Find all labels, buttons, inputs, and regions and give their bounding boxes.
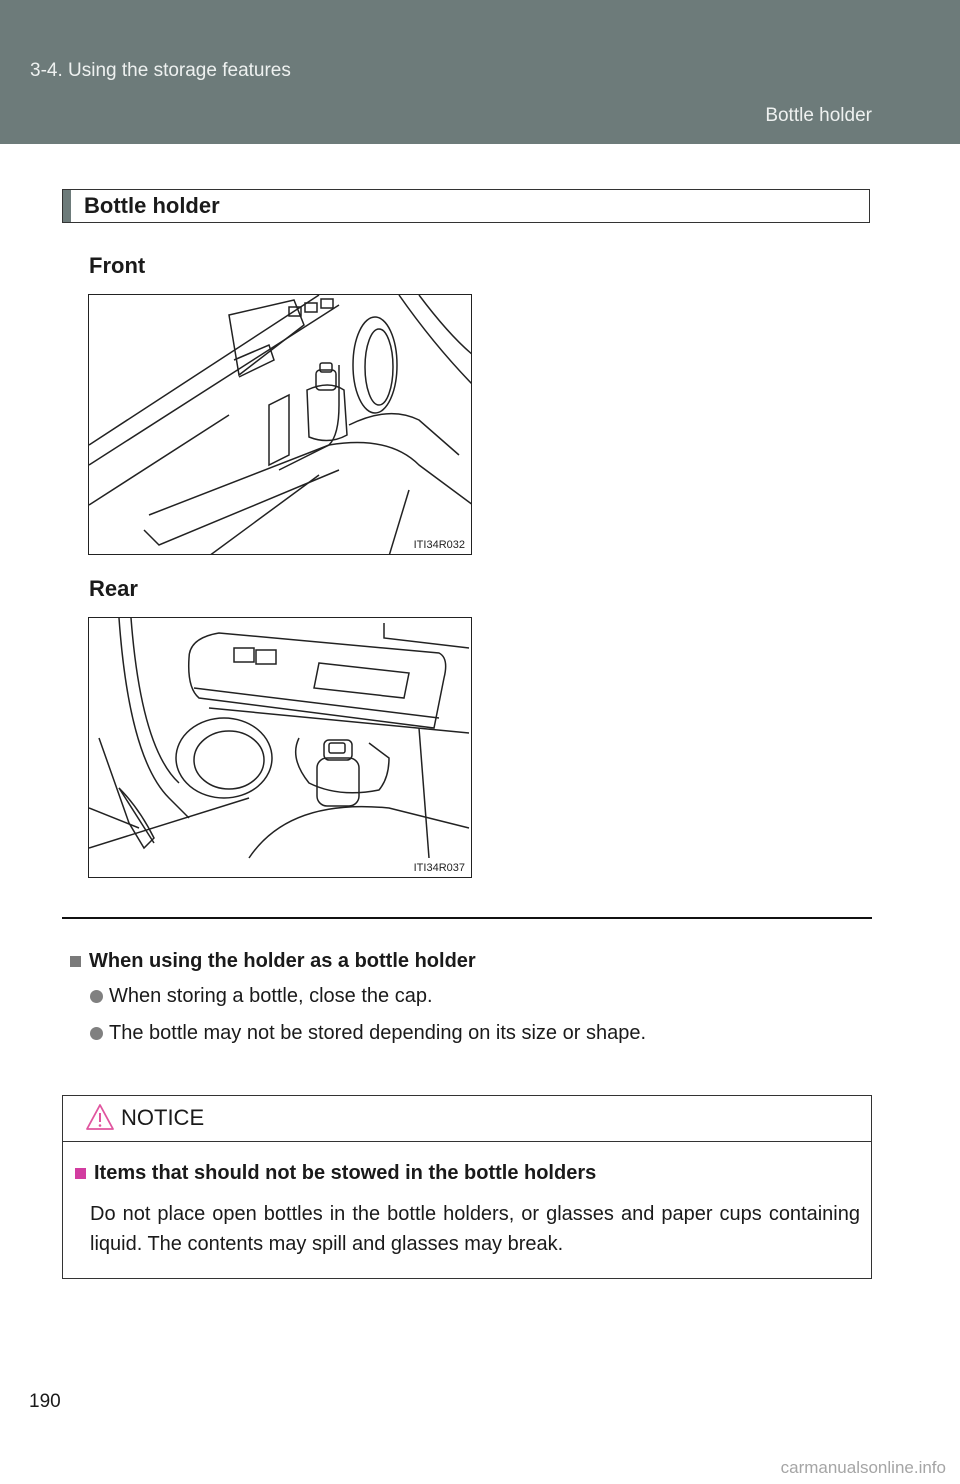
chapter-title: 3-4. Using the storage features: [30, 60, 291, 81]
figure-code-rear: ITI34R037: [413, 862, 465, 874]
section-title-box: [62, 189, 870, 223]
figure-label-front: Front: [89, 253, 146, 278]
warning-triangle-icon: [85, 1102, 115, 1132]
square-bullet-icon: [70, 956, 81, 967]
page-header: [0, 0, 960, 144]
figure-front-illustration: [88, 294, 472, 555]
notice-box: [62, 1095, 872, 1279]
section-divider: [62, 917, 872, 919]
front-bottle-holder-drawing: [89, 295, 472, 555]
note-bullet: [90, 1022, 646, 1045]
section-title: Bottle holder: [84, 193, 220, 218]
note-bullet-text: The bottle may not be stored depending on its size or shape.: [109, 1022, 647, 1044]
notice-header: [63, 1096, 871, 1142]
notice-title: NOTICE: [121, 1105, 205, 1130]
square-bullet-icon: [75, 1168, 86, 1179]
note-bullet-text: When storing a bottle, close the cap.: [109, 985, 433, 1007]
watermark: carmanualsonline.info: [780, 1458, 946, 1477]
dot-bullet-icon: [90, 1027, 103, 1040]
page-number: 190: [29, 1391, 61, 1412]
section-name: Bottle holder: [765, 105, 872, 126]
section-title-bar: [63, 190, 71, 222]
figure-code-front: ITI34R032: [413, 539, 465, 551]
notice-body: Do not place open bottles in the bottle holders, or glasses and paper cups containing liquid. The contents may spill and glasses may break.: [90, 1203, 860, 1255]
figure-rear-illustration: [88, 617, 472, 878]
notice-item-heading: [75, 1162, 596, 1185]
note-heading: [70, 950, 476, 973]
note-heading-text: When using the holder as a bottle holder: [89, 950, 476, 972]
dot-bullet-icon: [90, 990, 103, 1003]
notice-item-heading-text: Items that should not be stowed in the bottle holders: [94, 1162, 597, 1184]
figure-label-rear: Rear: [89, 576, 138, 601]
note-bullet: [90, 985, 433, 1008]
rear-bottle-holder-drawing: [89, 618, 472, 878]
